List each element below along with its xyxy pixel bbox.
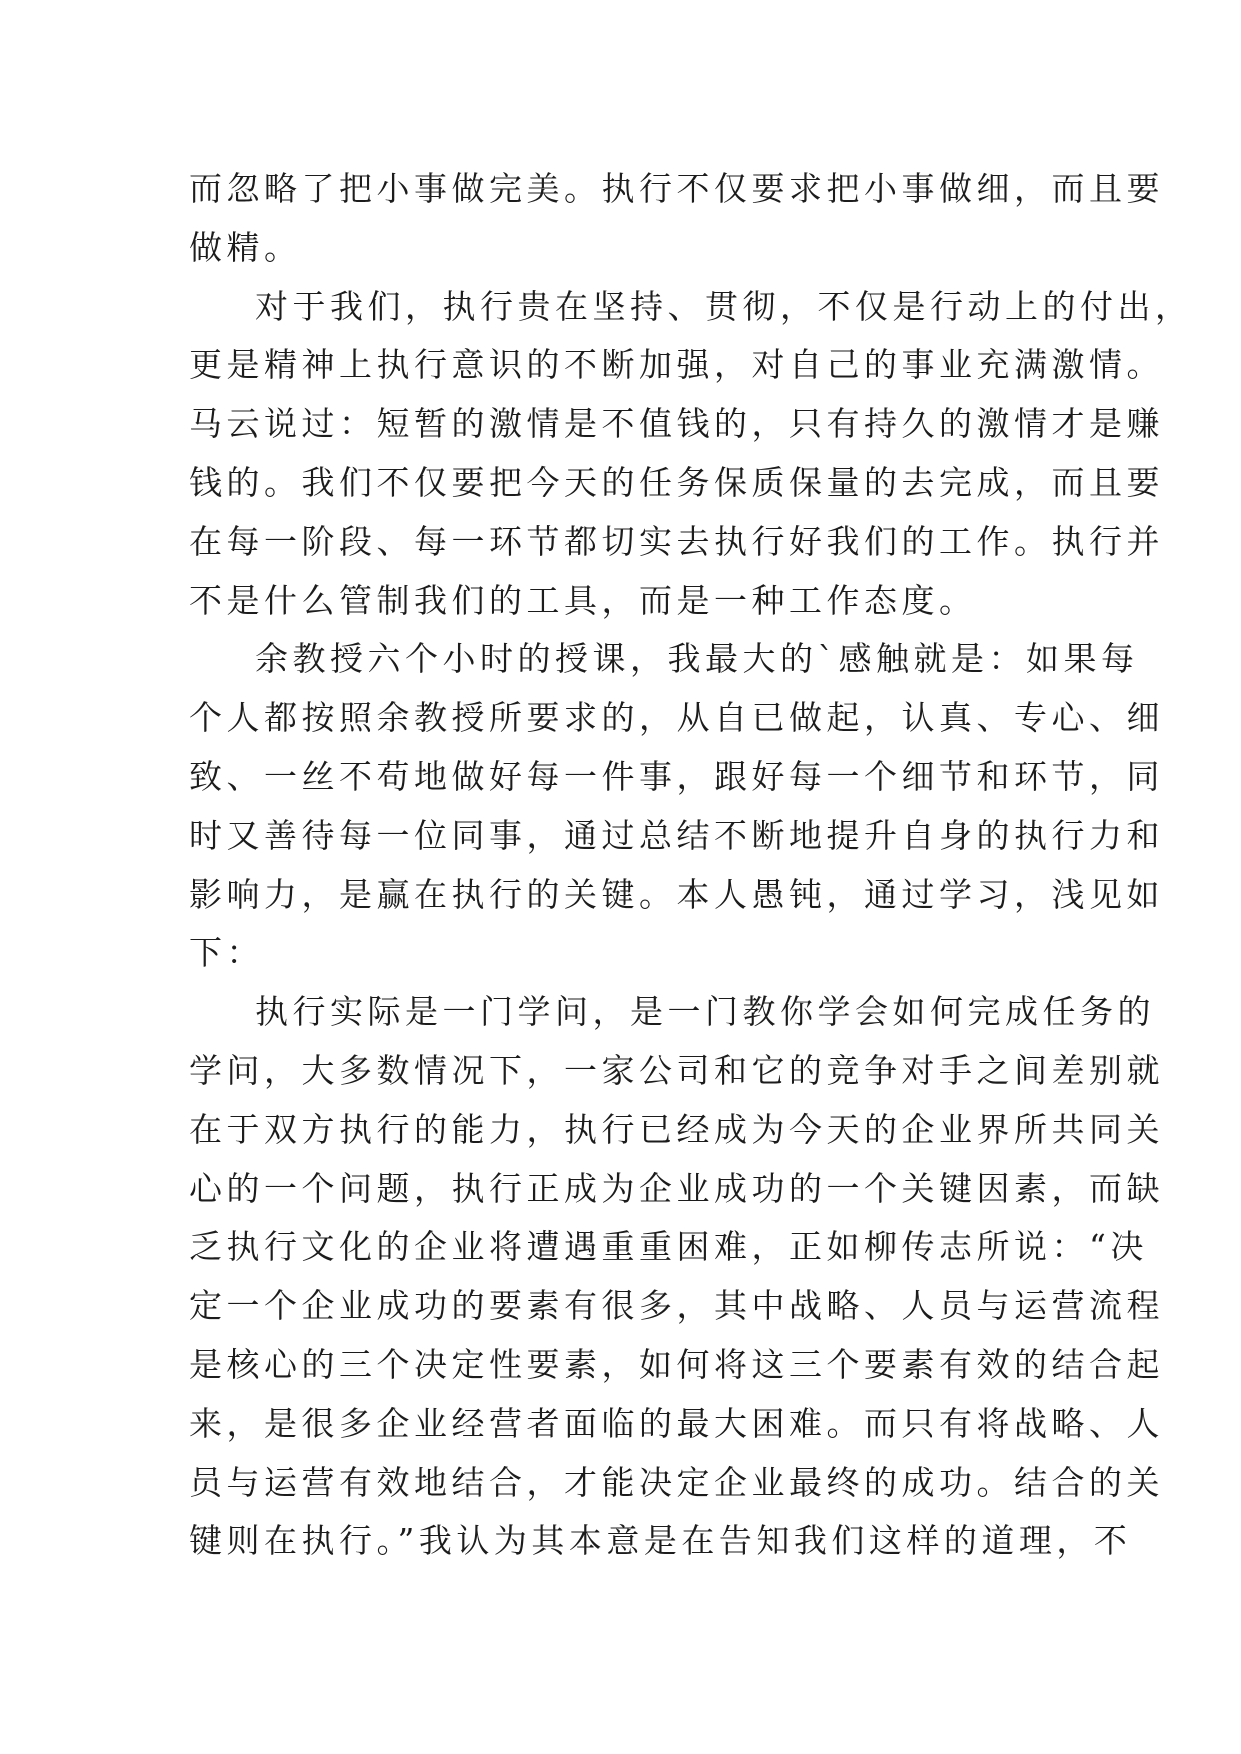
text-line: 学问，大多数情况下，一家公司和它的竞争对手之间差别就 bbox=[189, 1050, 1164, 1090]
paragraph-first-line: 执行实际是一门学问，是一门教你学会如何完成任务的 bbox=[255, 992, 1155, 1032]
text-line: 在于双方执行的能力，执行已经成为今天的企业界所共同关 bbox=[189, 1109, 1164, 1149]
body-text bbox=[189, 160, 1193, 1571]
text-line: 来，是很多企业经营者面临的最大困难。而只有将战略、人 bbox=[189, 1403, 1164, 1443]
text-line: 乏执行文化的企业将遭遇重重困难，正如柳传志所说：“决 bbox=[189, 1227, 1148, 1267]
text-line: 下： bbox=[189, 933, 264, 973]
text-line: 在每一阶段、每一环节都切实去执行好我们的工作。执行并 bbox=[189, 521, 1164, 561]
text-line: 做精。 bbox=[189, 227, 302, 267]
text-line: 马云说过：短暂的激情是不值钱的，只有持久的激情才是赚 bbox=[189, 404, 1164, 444]
text-line: 是核心的三个决定性要素，如何将这三个要素有效的结合起 bbox=[189, 1344, 1164, 1384]
text-line: 定一个企业成功的要素有很多，其中战略、人员与运营流程 bbox=[189, 1286, 1164, 1326]
paragraph-first-line: 对于我们，执行贵在坚持、贯彻，不仅是行动上的付出， bbox=[255, 286, 1193, 326]
text-line: 心的一个问题，执行正成为企业成功的一个关键因素，而缺 bbox=[189, 1168, 1164, 1208]
text-line: 更是精神上执行意识的不断加强，对自己的事业充满激情。 bbox=[189, 345, 1164, 385]
paragraph-first-line: 余教授六个小时的授课，我最大的`感触就是：如果每 bbox=[255, 639, 1139, 679]
text-line: 个人都按照余教授所要求的，从自已做起，认真、专心、细 bbox=[189, 698, 1164, 738]
text-line: 不是什么管制我们的工具，而是一种工作态度。 bbox=[189, 580, 977, 620]
text-line: 键则在执行。”我认为其本意是在告知我们这样的道理，不 bbox=[189, 1521, 1132, 1561]
text-line: 而忽略了把小事做完美。执行不仅要求把小事做细，而且要 bbox=[189, 169, 1164, 208]
text-line: 员与运营有效地结合，才能决定企业最终的成功。结合的关 bbox=[189, 1462, 1164, 1502]
text-line: 致、一丝不苟地做好每一件事，跟好每一个细节和环节，同 bbox=[189, 756, 1164, 796]
text-line: 钱的。我们不仅要把今天的任务保质保量的去完成，而且要 bbox=[189, 462, 1164, 502]
text-line: 影响力，是赢在执行的关键。本人愚钝，通过学习，浅见如 bbox=[189, 874, 1164, 914]
text-line: 时又善待每一位同事，通过总结不断地提升自身的执行力和 bbox=[189, 815, 1164, 855]
